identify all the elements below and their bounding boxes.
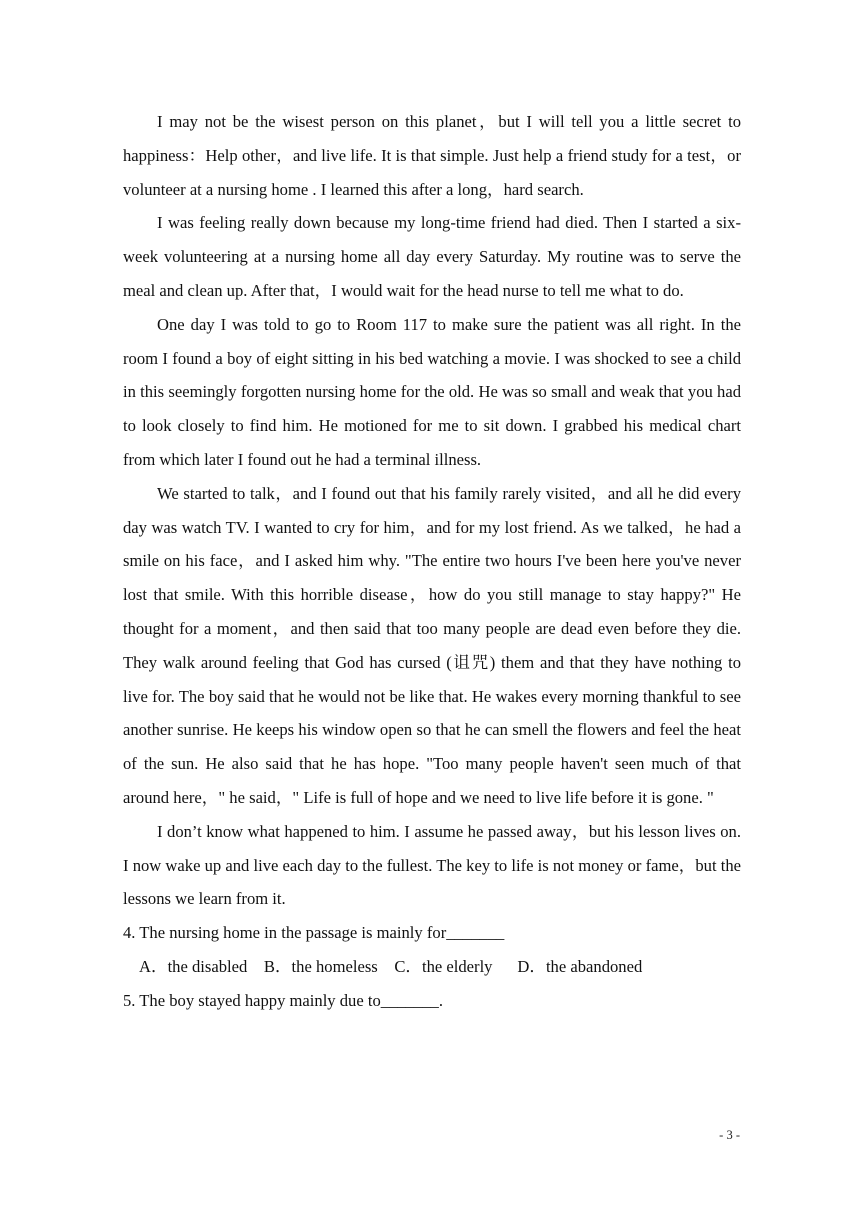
passage-paragraph-2: I was feeling really down because my long-time friend had died. Then I started a six-week volunteering at a nursing home all day every Saturday. My routine was to serve the meal and clean up. After that，I would wait for the head nurse to tell me what to do. (123, 213, 741, 300)
question-4-stem: 4. The nursing home in the passage is mainly for_______ (123, 923, 505, 943)
question-5-stem: 5. The boy stayed happy mainly due to_______. (123, 990, 443, 1010)
page-number: - 3 - (719, 1128, 740, 1142)
passage-paragraph-1: I may not be the wisest person on this planet，but I will tell you a little secret to happiness：Help other，and live life. It is that simple. Just help a friend study for a test，or volunteer at a nursing home . I learned this after a long，hard search. (123, 112, 741, 199)
document-body (123, 105, 741, 1018)
passage-paragraph-3: One day I was told to go to Room 117 to make sure the patient was all right. In the room I found a boy of eight sitting in his bed watching a movie. I was shocked to see a child in this seemingly forgotten nursing home for the old. He was so small and weak that you had to look closely to find him. He motioned for me to sit down. I grabbed his medical chart from which later I found out he had a terminal illness. (123, 314, 741, 469)
passage-paragraph-4: We started to talk，and I found out that his family rarely visited，and all he did every day was watch TV. I wanted to cry for him，and for my lost friend. As we talked，he had a smile on his face，and I asked him why. "The entire two hours I've been here you've never lost that smile. With this horrible disease，how do you still manage to stay happy?" He thought for a moment，and then said that too many people are dead even before they die. They walk around feeling that God has cursed (诅咒) them and that they have nothing to live for. The boy said that he would not be like that. He wakes every morning thankful to see another sunrise. He keeps his window open so that he can smell the flowers and feel the heat of the sun. He also said that he has hope. "Too many people haven't seen much of that around here，" he said，" Life is full of hope and we need to live life before it is gone. " (123, 483, 741, 807)
passage-paragraph-5: I don’t know what happened to him. I assume he passed away，but his lesson lives on. I now wake up and live each day to the fullest. The key to life is not money or fame，but the lessons we learn from it. (123, 821, 741, 909)
question-4-options: A．the disabled B．the homeless C．the elderly D．the abandoned (139, 956, 643, 976)
